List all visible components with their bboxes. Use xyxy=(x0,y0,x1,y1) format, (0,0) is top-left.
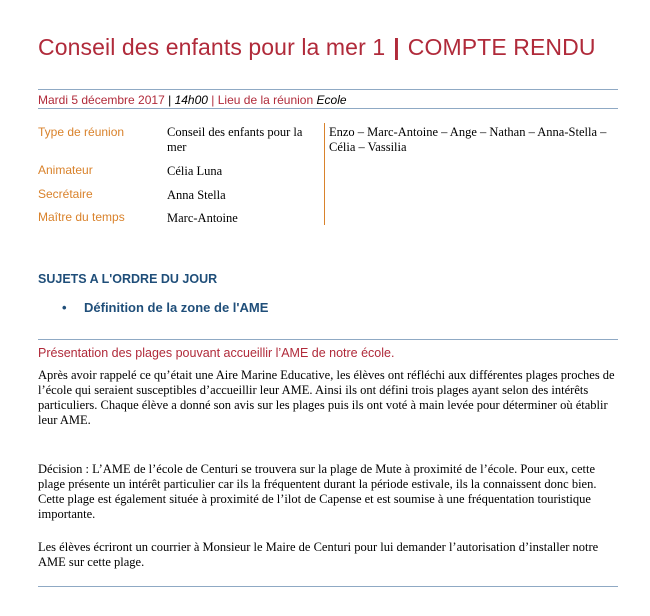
title-text: Conseil des enfants pour la mer 1 xyxy=(38,34,386,60)
dateline-rule xyxy=(38,108,618,109)
maitre-du-temps-value: Marc-Antoine xyxy=(167,211,238,225)
meeting-place: Ecole xyxy=(316,93,347,107)
agenda-item xyxy=(62,300,268,315)
meeting-dateline xyxy=(38,93,347,107)
type-label: Type de réunion xyxy=(38,125,125,139)
secretaire-label: Secrétaire xyxy=(38,187,93,201)
secretaire-value: Anna Stella xyxy=(167,188,226,202)
participants-list: Enzo – Marc-Antoine – Ange – Nathan – Anna-Stella – Célia – Vassilia xyxy=(329,125,607,154)
maitre-du-temps-label: Maître du temps xyxy=(38,210,125,224)
dateline-separator-2: | xyxy=(211,93,215,107)
paragraph-action: Les élèves écriront un courrier à Monsieur le Maire de Centuri pour lui demander l’autorisation d’installer notre AME sur cette plage. xyxy=(38,540,599,569)
meeting-place-label: Lieu de la réunion xyxy=(217,93,314,107)
animateur-value: Célia Luna xyxy=(167,164,223,178)
paragraph-discussion: Après avoir rappelé ce qu’était une Aire Marine Educative, les élèves ont réfléchi aux différentes plages proches de l’école qui seraient susceptibles d’accueillir leur AME. Ainsi ils ont défini trois plages ayant selon des intérêts particuliers. Chaque élève a donné son avis sur les plages puis ils ont voté à main levée pour déterminer où établir leur AME. xyxy=(38,368,615,427)
agenda-item-text: Définition de la zone de l'AME xyxy=(84,300,269,315)
topic-rule xyxy=(38,339,618,340)
agenda-heading: SUJETS A L'ORDRE DU JOUR xyxy=(38,272,218,286)
title-separator: | xyxy=(393,34,400,60)
animateur-label: Animateur xyxy=(38,163,93,177)
footer-rule xyxy=(38,586,618,587)
topic-subheading: Présentation des plages pouvant accueillir l’AME de notre école. xyxy=(38,346,395,360)
bullet-icon: • xyxy=(62,300,67,315)
title-subtitle: COMPTE RENDU xyxy=(407,34,596,60)
paragraph-decision: Décision : L’AME de l’école de Centuri se trouvera sur la plage de Mute à proximité de l’école. Pour eux, cette plage présente un intérêt particulier car ils la fréquentent durant la période estivale, ils la connaissent donc bien. Cette plage est également située à proximité de l’ilot de Capense et est soumise à une fréquentation touristique importante. xyxy=(38,462,597,521)
meeting-date: Mardi 5 décembre 2017 xyxy=(38,93,165,107)
dateline-separator: | xyxy=(168,93,172,107)
type-value: Conseil des enfants pour la mer xyxy=(167,125,303,154)
document-title xyxy=(38,34,596,61)
info-column-divider xyxy=(324,123,325,225)
header-rule xyxy=(38,89,618,90)
meeting-time: 14h00 xyxy=(174,93,208,107)
